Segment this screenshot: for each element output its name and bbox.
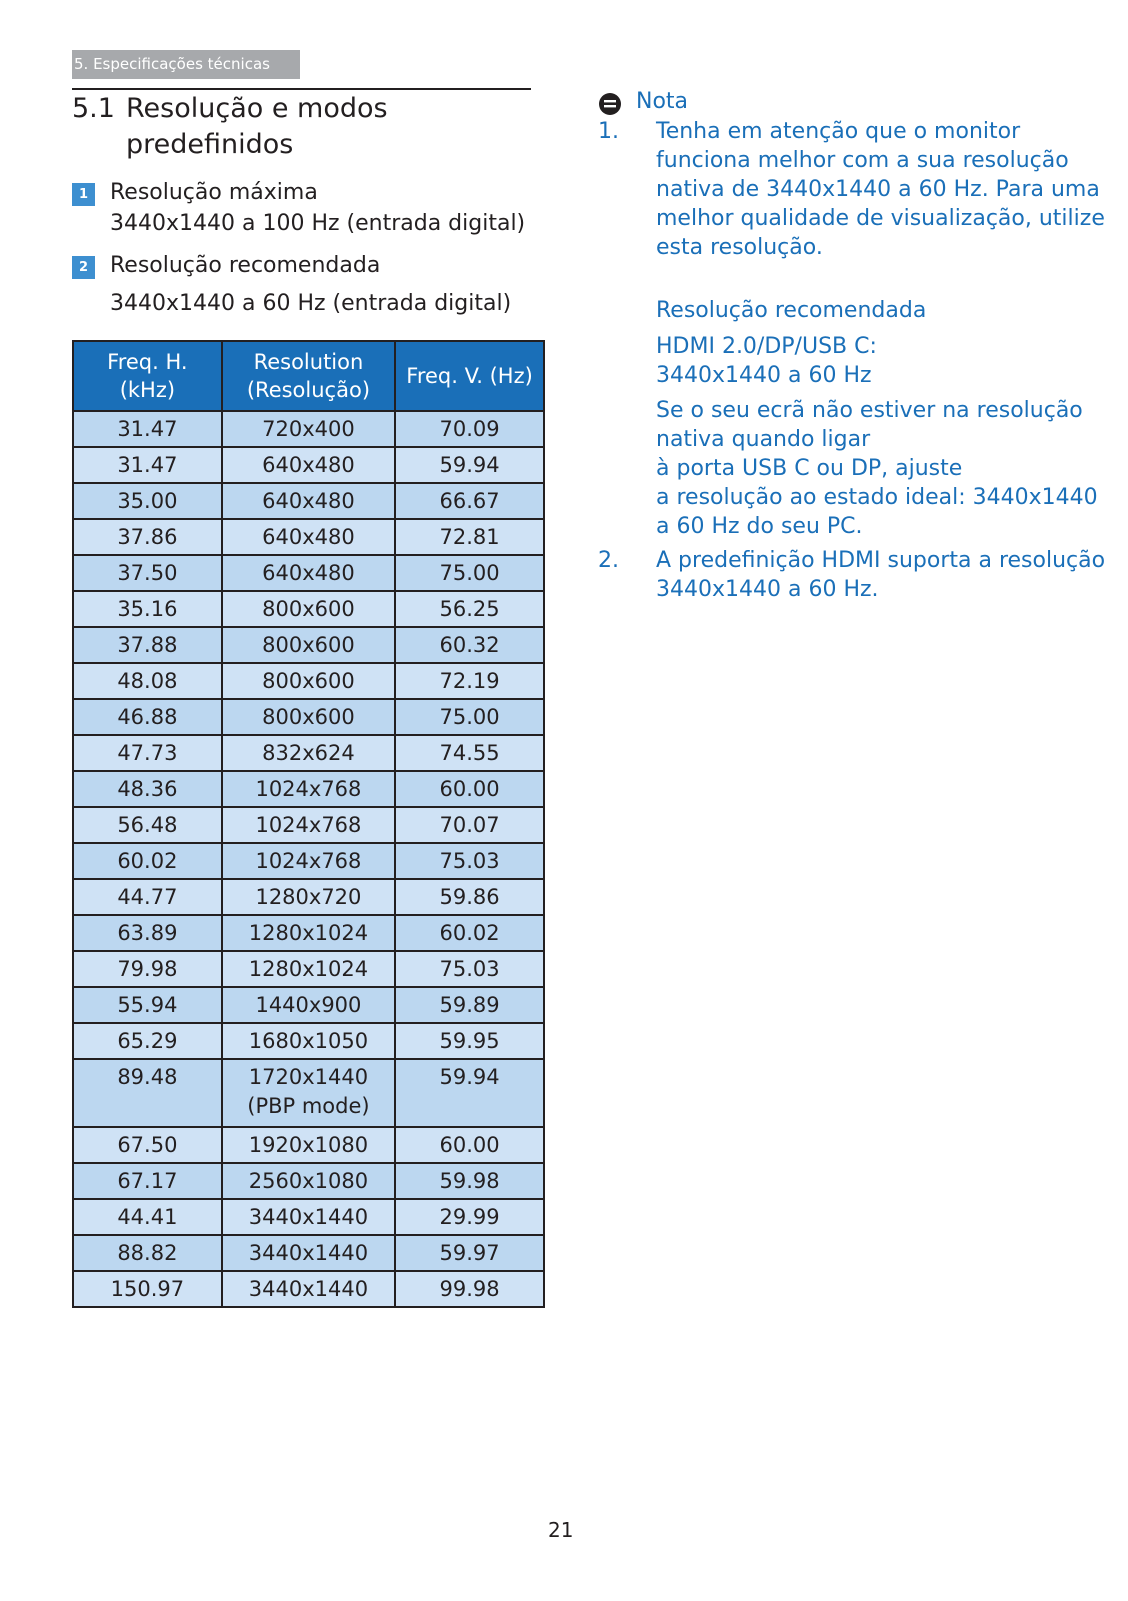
cell-freq-h: 31.47 bbox=[73, 447, 222, 483]
cell-resolution: 1024x768 bbox=[222, 843, 395, 879]
cell-resolution: 3440x1440 bbox=[222, 1199, 395, 1235]
cell-resolution: 3440x1440 bbox=[222, 1271, 395, 1307]
cell-freq-h: 88.82 bbox=[73, 1235, 222, 1271]
header-freq-h: Freq. H. (kHz) bbox=[73, 341, 222, 411]
cell-freq-h: 37.86 bbox=[73, 519, 222, 555]
cell-freq-v: 59.97 bbox=[395, 1235, 544, 1271]
table-row bbox=[73, 1271, 544, 1307]
table-row bbox=[73, 807, 544, 843]
cell-freq-v: 75.03 bbox=[395, 843, 544, 879]
table-row bbox=[73, 447, 544, 483]
preset-modes-table bbox=[72, 340, 545, 1308]
cell-resolution: 800x600 bbox=[222, 627, 395, 663]
cell-freq-h: 31.47 bbox=[73, 411, 222, 447]
cell-freq-v: 75.03 bbox=[395, 951, 544, 987]
table-row bbox=[73, 699, 544, 735]
cell-freq-v: 59.95 bbox=[395, 1023, 544, 1059]
section-tag: 5. Especificações técnicas bbox=[72, 50, 300, 79]
cell-freq-v: 29.99 bbox=[395, 1199, 544, 1235]
cell-resolution: 640x480 bbox=[222, 519, 395, 555]
table-row bbox=[73, 1023, 544, 1059]
page-number: 21 bbox=[548, 1518, 574, 1542]
cell-freq-v: 59.98 bbox=[395, 1163, 544, 1199]
header-resolution: Resolution (Resolução) bbox=[222, 341, 395, 411]
cell-freq-v: 59.94 bbox=[395, 1059, 544, 1127]
cell-resolution: 720x400 bbox=[222, 411, 395, 447]
note-1-paragraph-1: Tenha em atenção que o monitor funciona melhor com a sua resolução nativa de 3440x1440 a 60 Hz. Para uma melhor qualidade de visualização, utilize esta resolução. bbox=[656, 119, 1105, 260]
cell-freq-h: 35.00 bbox=[73, 483, 222, 519]
cell-freq-h: 56.48 bbox=[73, 807, 222, 843]
table-header-row bbox=[73, 341, 544, 411]
cell-freq-v: 59.86 bbox=[395, 879, 544, 915]
table-row bbox=[73, 411, 544, 447]
table-row bbox=[73, 627, 544, 663]
cell-freq-h: 150.97 bbox=[73, 1271, 222, 1307]
cell-resolution: 800x600 bbox=[222, 699, 395, 735]
cell-freq-v: 75.00 bbox=[395, 699, 544, 735]
max-resolution-value: 3440x1440 a 100 Hz (entrada digital) bbox=[110, 211, 526, 236]
note-1-paragraph-3: HDMI 2.0/DP/USB C: 3440x1440 a 60 Hz bbox=[656, 334, 877, 388]
cell-resolution: 2560x1080 bbox=[222, 1163, 395, 1199]
table-row bbox=[73, 1127, 544, 1163]
cell-freq-v: 59.94 bbox=[395, 447, 544, 483]
cell-resolution: 1280x720 bbox=[222, 879, 395, 915]
cell-resolution: 800x600 bbox=[222, 591, 395, 627]
table-row bbox=[73, 771, 544, 807]
cell-freq-h: 37.88 bbox=[73, 627, 222, 663]
cell-freq-h: 44.77 bbox=[73, 879, 222, 915]
recommended-resolution-label: Resolução recomendada bbox=[110, 253, 381, 278]
cell-freq-h: 67.17 bbox=[73, 1163, 222, 1199]
section-number: 5.1 bbox=[72, 93, 115, 124]
table-row bbox=[73, 843, 544, 879]
cell-freq-h: 48.36 bbox=[73, 771, 222, 807]
table-row bbox=[73, 879, 544, 915]
cell-resolution: 640x480 bbox=[222, 555, 395, 591]
cell-resolution: 1920x1080 bbox=[222, 1127, 395, 1163]
table-row bbox=[73, 1163, 544, 1199]
cell-freq-h: 46.88 bbox=[73, 699, 222, 735]
cell-freq-h: 79.98 bbox=[73, 951, 222, 987]
max-resolution-label: Resolução máxima bbox=[110, 180, 318, 205]
cell-freq-v: 60.32 bbox=[395, 627, 544, 663]
cell-resolution: 1024x768 bbox=[222, 771, 395, 807]
page-title: Resolução e modos predefinidos bbox=[126, 93, 388, 160]
cell-freq-h: 37.50 bbox=[73, 555, 222, 591]
cell-freq-h: 60.02 bbox=[73, 843, 222, 879]
table-row bbox=[73, 1059, 544, 1127]
table-row bbox=[73, 1235, 544, 1271]
note-1-paragraph-2: Resolução recomendada bbox=[656, 298, 927, 323]
table-row bbox=[73, 1199, 544, 1235]
cell-freq-h: 89.48 bbox=[73, 1059, 222, 1127]
note-number-2: 2. bbox=[598, 548, 619, 573]
cell-freq-v: 59.89 bbox=[395, 987, 544, 1023]
note-heading: Nota bbox=[636, 89, 689, 114]
cell-freq-v: 72.81 bbox=[395, 519, 544, 555]
cell-freq-v: 60.02 bbox=[395, 915, 544, 951]
cell-freq-h: 67.50 bbox=[73, 1127, 222, 1163]
cell-resolution: 640x480 bbox=[222, 447, 395, 483]
cell-resolution: 1024x768 bbox=[222, 807, 395, 843]
cell-freq-h: 55.94 bbox=[73, 987, 222, 1023]
header-freq-v: Freq. V. (Hz) bbox=[395, 341, 544, 411]
cell-freq-v: 60.00 bbox=[395, 771, 544, 807]
title-rule bbox=[72, 88, 531, 90]
cell-freq-h: 47.73 bbox=[73, 735, 222, 771]
table-row bbox=[73, 951, 544, 987]
cell-freq-v: 99.98 bbox=[395, 1271, 544, 1307]
note-2-paragraph-1: A predefinição HDMI suporta a resolução 3440x1440 a 60 Hz. bbox=[656, 548, 1106, 602]
table-row bbox=[73, 663, 544, 699]
cell-resolution: 1440x900 bbox=[222, 987, 395, 1023]
cell-freq-h: 44.41 bbox=[73, 1199, 222, 1235]
cell-freq-h: 65.29 bbox=[73, 1023, 222, 1059]
cell-freq-v: 75.00 bbox=[395, 555, 544, 591]
table-row bbox=[73, 735, 544, 771]
badge-2: 2 bbox=[72, 256, 95, 279]
cell-freq-h: 63.89 bbox=[73, 915, 222, 951]
cell-resolution: 3440x1440 bbox=[222, 1235, 395, 1271]
cell-freq-v: 70.07 bbox=[395, 807, 544, 843]
table-body bbox=[73, 411, 544, 1307]
table-row bbox=[73, 987, 544, 1023]
table-row bbox=[73, 915, 544, 951]
table-row bbox=[73, 519, 544, 555]
cell-freq-v: 74.55 bbox=[395, 735, 544, 771]
cell-freq-h: 48.08 bbox=[73, 663, 222, 699]
note-1-paragraph-4: Se o seu ecrã não estiver na resolução nativa quando ligar à porta USB C ou DP, ajuste a resolução ao estado ideal: 3440x1440 a 60 Hz do seu PC. bbox=[656, 398, 1098, 539]
cell-freq-v: 72.19 bbox=[395, 663, 544, 699]
note-number-1: 1. bbox=[598, 119, 619, 144]
note-icon bbox=[598, 92, 622, 116]
cell-freq-h: 35.16 bbox=[73, 591, 222, 627]
recommended-resolution-value: 3440x1440 a 60 Hz (entrada digital) bbox=[110, 291, 512, 316]
cell-freq-v: 60.00 bbox=[395, 1127, 544, 1163]
badge-1: 1 bbox=[72, 183, 95, 206]
cell-freq-v: 66.67 bbox=[395, 483, 544, 519]
cell-resolution: 640x480 bbox=[222, 483, 395, 519]
cell-freq-v: 56.25 bbox=[395, 591, 544, 627]
table-row bbox=[73, 483, 544, 519]
cell-resolution: 1680x1050 bbox=[222, 1023, 395, 1059]
cell-resolution: 1720x1440 (PBP mode) bbox=[222, 1059, 395, 1127]
cell-resolution: 1280x1024 bbox=[222, 951, 395, 987]
cell-resolution: 1280x1024 bbox=[222, 915, 395, 951]
table-row bbox=[73, 555, 544, 591]
cell-freq-v: 70.09 bbox=[395, 411, 544, 447]
cell-resolution: 832x624 bbox=[222, 735, 395, 771]
table-row bbox=[73, 591, 544, 627]
cell-resolution: 800x600 bbox=[222, 663, 395, 699]
